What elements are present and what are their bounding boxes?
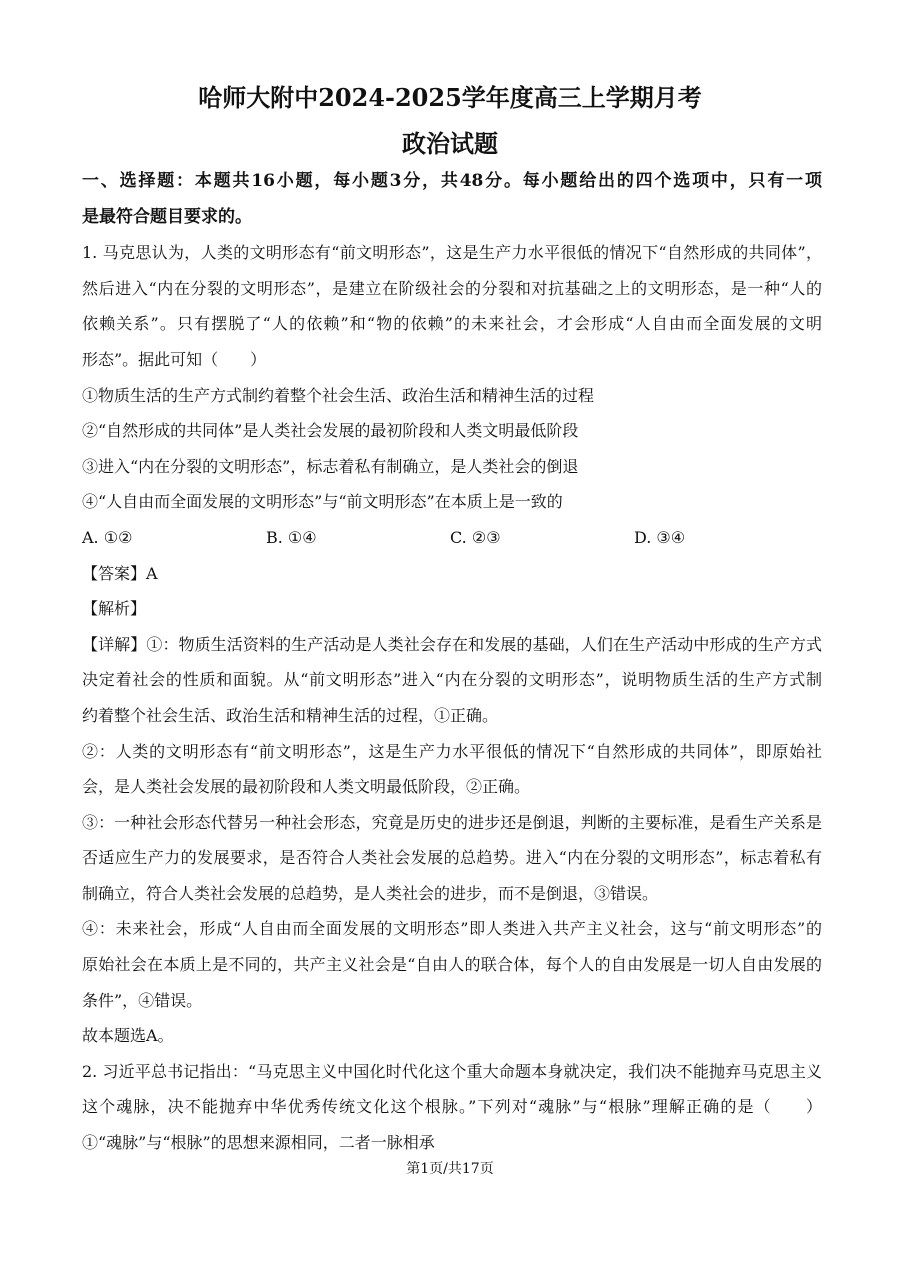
q1-stem-line: 形态”。据此可知（ ） [82,349,267,369]
q1-options [82,520,822,556]
q1-detail-line: 否适应生产力的发展要求，是否符合人类社会发展的总趋势。进入“内在分裂的文明形态”，标志着私有 [82,848,822,868]
q1-answer: 【答案】A [82,563,158,583]
q2-stem-line: 这个魂脉，决不能抛弃中华优秀传统文化这个根脉。”下列对“魂脉”与“根脉”理解正确的是（ ） [82,1097,822,1117]
q1-detail-line: 决定着社会的性质和面貌。从“前文明形态”进入“内在分裂的文明形态”，说明物质生活的生产方式制 [82,670,822,690]
q1-stem-line: 然后进入“内在分裂的文明形态”，是建立在阶级社会的分裂和对抗基础之上的文明形态，是一种“人的 [82,278,822,298]
q1-analysis-label: 【解析】 [82,599,147,619]
q1-detail-line: ④：未来社会，形成“人自由而全面发展的文明形态”即人类进入共产主义社会，这与“前文明形态”的 [82,919,822,939]
q2-statement: ①“魂脉”与“根脉”的思想来源相同，二者一脉相承 [82,1133,435,1153]
q1-detail-line: 【详解】①：物质生活资料的生产活动是人类社会存在和发展的基础，人们在生产活动中形成的生产方式 [82,634,822,654]
q1-detail-line: 制确立，符合人类社会发展的总趋势，是人类社会的进步，而不是倒退，③错误。 [82,883,659,903]
q1-detail-line: 原始社会在本质上是不同的，共产主义社会是“自由人的联合体，每个人的自由发展是一切人自由发展的 [82,955,822,975]
q1-stem-line: 1. 马克思认为，人类的文明形态有“前文明形态”，这是生产力水平很低的情况下“自然形成的共同体”， [82,243,822,263]
page-number: 第1页/共17页 [406,1161,494,1177]
q1-option-b: B. ①④ [266,527,317,547]
q1-option-a: A. ①② [82,527,133,547]
q1-detail-line: ②：人类的文明形态有“前文明形态”，这是生产力水平很低的情况下“自然形成的共同体”，即原始社 [82,741,822,761]
q1-option-d: D. ③④ [634,527,686,547]
q1-statement: ③进入“内在分裂的文明形态”，标志着私有制确立，是人类社会的倒退 [82,456,579,476]
section-heading-line-2: 是最符合题目要求的。 [82,206,252,227]
q1-option-c: C. ②③ [450,527,501,547]
q1-statement: ①物质生活的生产方式制约着整个社会生活、政治生活和精神生活的过程 [82,385,595,405]
q2-stem-line: 2. 习近平总书记指出：“马克思主义中国化时代化这个重大命题本身就决定，我们决不能抛弃马克思主义 [82,1061,822,1081]
q1-detail-line: 会，是人类社会发展的最初阶段和人类文明最低阶段，②正确。 [82,777,531,797]
question-1 [82,235,822,1054]
exam-subject: 政治试题 [402,129,498,158]
q1-stem-line: 依赖关系”。只有摆脱了“人的依赖”和“物的依赖”的未来社会，才会形成“人自由而全面发展的文明 [82,314,822,334]
q1-statement: ④“人自由而全面发展的文明形态”与“前文明形态”在本质上是一致的 [82,492,563,512]
q1-detail-line: ③：一种社会形态代替另一种社会形态，究竟是历史的进步还是倒退，判断的主要标准，是看生产关系是 [82,812,822,832]
section-heading-line-1: 一、选择题：本题共16小题，每小题3分，共48分。每小题给出的四个选项中，只有一项 [82,171,822,191]
q1-statement: ②“自然形成的共同体”是人类社会发展的最初阶段和人类文明最低阶段 [82,421,579,441]
q1-detail-line: 条件”，④错误。 [82,990,203,1010]
page-content [82,164,822,1161]
exam-title: 哈师大附中2024-2025学年度高三上学期月考 [198,83,702,112]
q1-detail-line: 故本题选A。 [82,1026,174,1046]
q1-detail-line: 约着整个社会生活、政治生活和精神生活的过程，①正确。 [82,705,499,725]
question-2 [82,1054,822,1161]
